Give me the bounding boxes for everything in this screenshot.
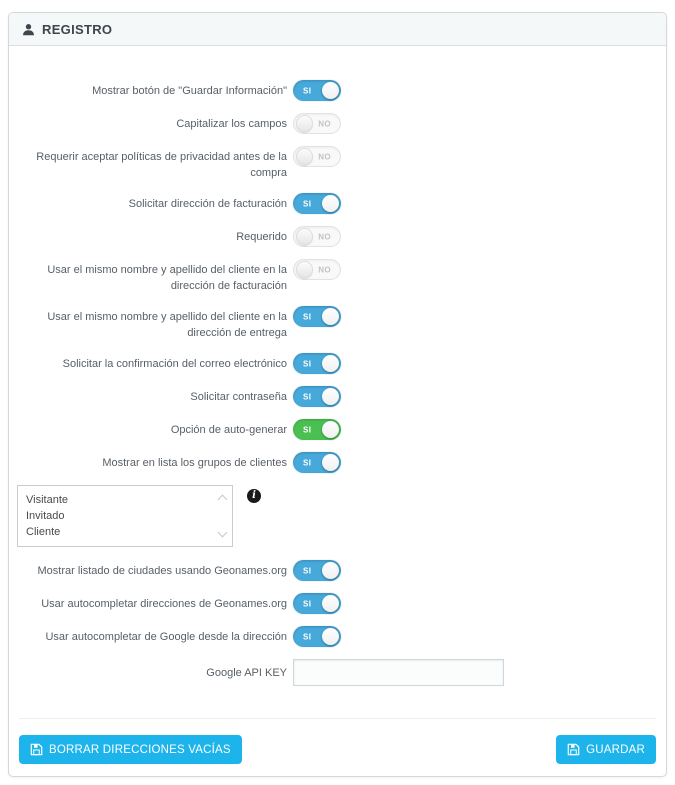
toggle-mostrar-listado-de-ciudades-usando-geonames-org[interactable] bbox=[293, 560, 341, 581]
google-api-key-label: Google API KEY bbox=[206, 666, 287, 679]
settings-group-main bbox=[13, 80, 646, 473]
scroll-up-icon[interactable] bbox=[218, 495, 228, 505]
setting-label-usar-autocompletar-de-google-desde-la-direccion: Usar autocompletar de Google desde la dirección bbox=[45, 631, 287, 643]
setting-label-requerido: Requerido bbox=[236, 231, 287, 243]
toggle-state-label: SI bbox=[303, 566, 312, 575]
setting-label-requerir-aceptar-politicas-de-privacidad-antes-d: Requerir aceptar políticas de privacidad antes de la compra bbox=[36, 151, 287, 179]
setting-row-requerir-aceptar-politicas-de-privacidad-antes-d bbox=[13, 146, 646, 181]
toggle-mostrar-en-lista-los-grupos-de-clientes[interactable] bbox=[293, 452, 341, 473]
setting-row-usar-el-mismo-nombre-y-apellido-del-cliente-en-l bbox=[13, 306, 646, 341]
toggle-state-label: NO bbox=[318, 152, 331, 161]
info-icon[interactable]: i bbox=[247, 489, 261, 503]
toggle-knob bbox=[322, 355, 339, 372]
clear-empty-addresses-label: BORRAR DIRECCIONES VACÍAS bbox=[49, 743, 231, 756]
settings-group-geonames bbox=[13, 560, 646, 647]
toggle-requerido[interactable] bbox=[293, 226, 341, 247]
toggle-state-label: NO bbox=[318, 232, 331, 241]
toggle-opcion-de-auto-generar[interactable] bbox=[293, 419, 341, 440]
toggle-usar-autocompletar-direcciones-de-geonames-org[interactable] bbox=[293, 593, 341, 614]
setting-label-solicitar-contrasena: Solicitar contraseña bbox=[190, 391, 287, 403]
setting-label-usar-autocompletar-direcciones-de-geonames-org: Usar autocompletar direcciones de Geonames.org bbox=[41, 598, 287, 610]
listbox-option-cliente[interactable]: Cliente bbox=[26, 526, 61, 538]
setting-label-mostrar-listado-de-ciudades-usando-geonames-org: Mostrar listado de ciudades usando Geonames.org bbox=[37, 565, 287, 577]
setting-row-opcion-de-auto-generar bbox=[13, 419, 646, 440]
setting-row-capitalizar-los-campos bbox=[13, 113, 646, 134]
toggle-knob bbox=[322, 454, 339, 471]
toggle-knob bbox=[322, 595, 339, 612]
toggle-knob bbox=[296, 261, 313, 278]
setting-label-usar-el-mismo-nombre-y-apellido-del-cliente-en-l: Usar el mismo nombre y apellido del cliente en la dirección de entrega bbox=[47, 311, 287, 339]
toggle-state-label: NO bbox=[318, 265, 331, 274]
listbox-option-invitado[interactable]: Invitado bbox=[26, 510, 65, 522]
panel-title: REGISTRO bbox=[42, 21, 113, 37]
toggle-state-label: SI bbox=[303, 632, 312, 641]
toggle-knob bbox=[322, 421, 339, 438]
customer-groups-listbox[interactable] bbox=[17, 485, 233, 547]
floppy-icon bbox=[567, 743, 580, 756]
setting-label-solicitar-la-confirmacion-del-correo-electronico: Solicitar la confirmación del correo electrónico bbox=[62, 358, 287, 370]
toggle-state-label: SI bbox=[303, 86, 312, 95]
setting-label-opcion-de-auto-generar: Opción de auto-generar bbox=[170, 424, 287, 436]
toggle-usar-autocompletar-de-google-desde-la-direccion[interactable] bbox=[293, 626, 341, 647]
save-button-label: GUARDAR bbox=[586, 743, 645, 756]
toggle-state-label: SI bbox=[303, 425, 312, 434]
setting-row-usar-autocompletar-de-google-desde-la-direccion bbox=[13, 626, 646, 647]
floppy-icon bbox=[30, 743, 43, 756]
toggle-knob bbox=[322, 308, 339, 325]
setting-row-usar-el-mismo-nombre-y-apellido-del-cliente-en-l bbox=[13, 259, 646, 294]
toggle-state-label: SI bbox=[303, 312, 312, 321]
setting-label-usar-el-mismo-nombre-y-apellido-del-cliente-en-l: Usar el mismo nombre y apellido del cliente en la dirección de facturación bbox=[47, 264, 287, 292]
setting-row-solicitar-direccion-de-facturacion bbox=[13, 193, 646, 214]
google-api-key-row bbox=[13, 659, 646, 686]
setting-label-solicitar-direccion-de-facturacion: Solicitar dirección de facturación bbox=[128, 198, 287, 210]
toggle-state-label: NO bbox=[318, 119, 331, 128]
toggle-solicitar-la-confirmacion-del-correo-electronico[interactable] bbox=[293, 353, 341, 374]
toggle-state-label: SI bbox=[303, 359, 312, 368]
toggle-knob bbox=[322, 82, 339, 99]
scroll-down-icon[interactable] bbox=[218, 528, 228, 538]
setting-label-mostrar-boton-de-guardar-informacion: Mostrar botón de "Guardar Información" bbox=[92, 85, 287, 97]
toggle-knob bbox=[296, 115, 313, 132]
panel-footer bbox=[19, 718, 656, 764]
customer-groups-section bbox=[17, 485, 646, 547]
toggle-knob bbox=[322, 628, 339, 645]
registro-panel bbox=[8, 12, 667, 777]
setting-row-mostrar-en-lista-los-grupos-de-clientes bbox=[13, 452, 646, 473]
setting-label-mostrar-en-lista-los-grupos-de-clientes: Mostrar en lista los grupos de clientes bbox=[102, 457, 287, 469]
toggle-state-label: SI bbox=[303, 599, 312, 608]
setting-row-mostrar-listado-de-ciudades-usando-geonames-org bbox=[13, 560, 646, 581]
setting-row-solicitar-la-confirmacion-del-correo-electronico bbox=[13, 353, 646, 374]
setting-row-mostrar-boton-de-guardar-informacion bbox=[13, 80, 646, 101]
toggle-state-label: SI bbox=[303, 392, 312, 401]
toggle-knob bbox=[296, 148, 313, 165]
toggle-mostrar-boton-de-guardar-informacion[interactable] bbox=[293, 80, 341, 101]
toggle-solicitar-contrasena[interactable] bbox=[293, 386, 341, 407]
toggle-requerir-aceptar-politicas-de-privacidad-antes-d[interactable] bbox=[293, 146, 341, 167]
toggle-knob bbox=[322, 562, 339, 579]
setting-row-usar-autocompletar-direcciones-de-geonames-org bbox=[13, 593, 646, 614]
save-button[interactable] bbox=[556, 735, 656, 764]
toggle-usar-el-mismo-nombre-y-apellido-del-cliente-en-l[interactable] bbox=[293, 306, 341, 327]
toggle-state-label: SI bbox=[303, 458, 312, 467]
toggle-solicitar-direccion-de-facturacion[interactable] bbox=[293, 193, 341, 214]
toggle-knob bbox=[322, 195, 339, 212]
user-icon bbox=[22, 23, 35, 36]
setting-row-requerido bbox=[13, 226, 646, 247]
toggle-state-label: SI bbox=[303, 199, 312, 208]
listbox-option-visitante[interactable]: Visitante bbox=[26, 494, 68, 506]
panel-body bbox=[9, 46, 666, 686]
clear-empty-addresses-button[interactable] bbox=[19, 735, 242, 764]
toggle-capitalizar-los-campos[interactable] bbox=[293, 113, 341, 134]
setting-row-solicitar-contrasena bbox=[13, 386, 646, 407]
toggle-usar-el-mismo-nombre-y-apellido-del-cliente-en-l[interactable] bbox=[293, 259, 341, 280]
panel-header bbox=[9, 13, 666, 46]
google-api-key-input[interactable] bbox=[293, 659, 504, 686]
setting-label-capitalizar-los-campos: Capitalizar los campos bbox=[176, 118, 287, 130]
toggle-knob bbox=[322, 388, 339, 405]
toggle-knob bbox=[296, 228, 313, 245]
